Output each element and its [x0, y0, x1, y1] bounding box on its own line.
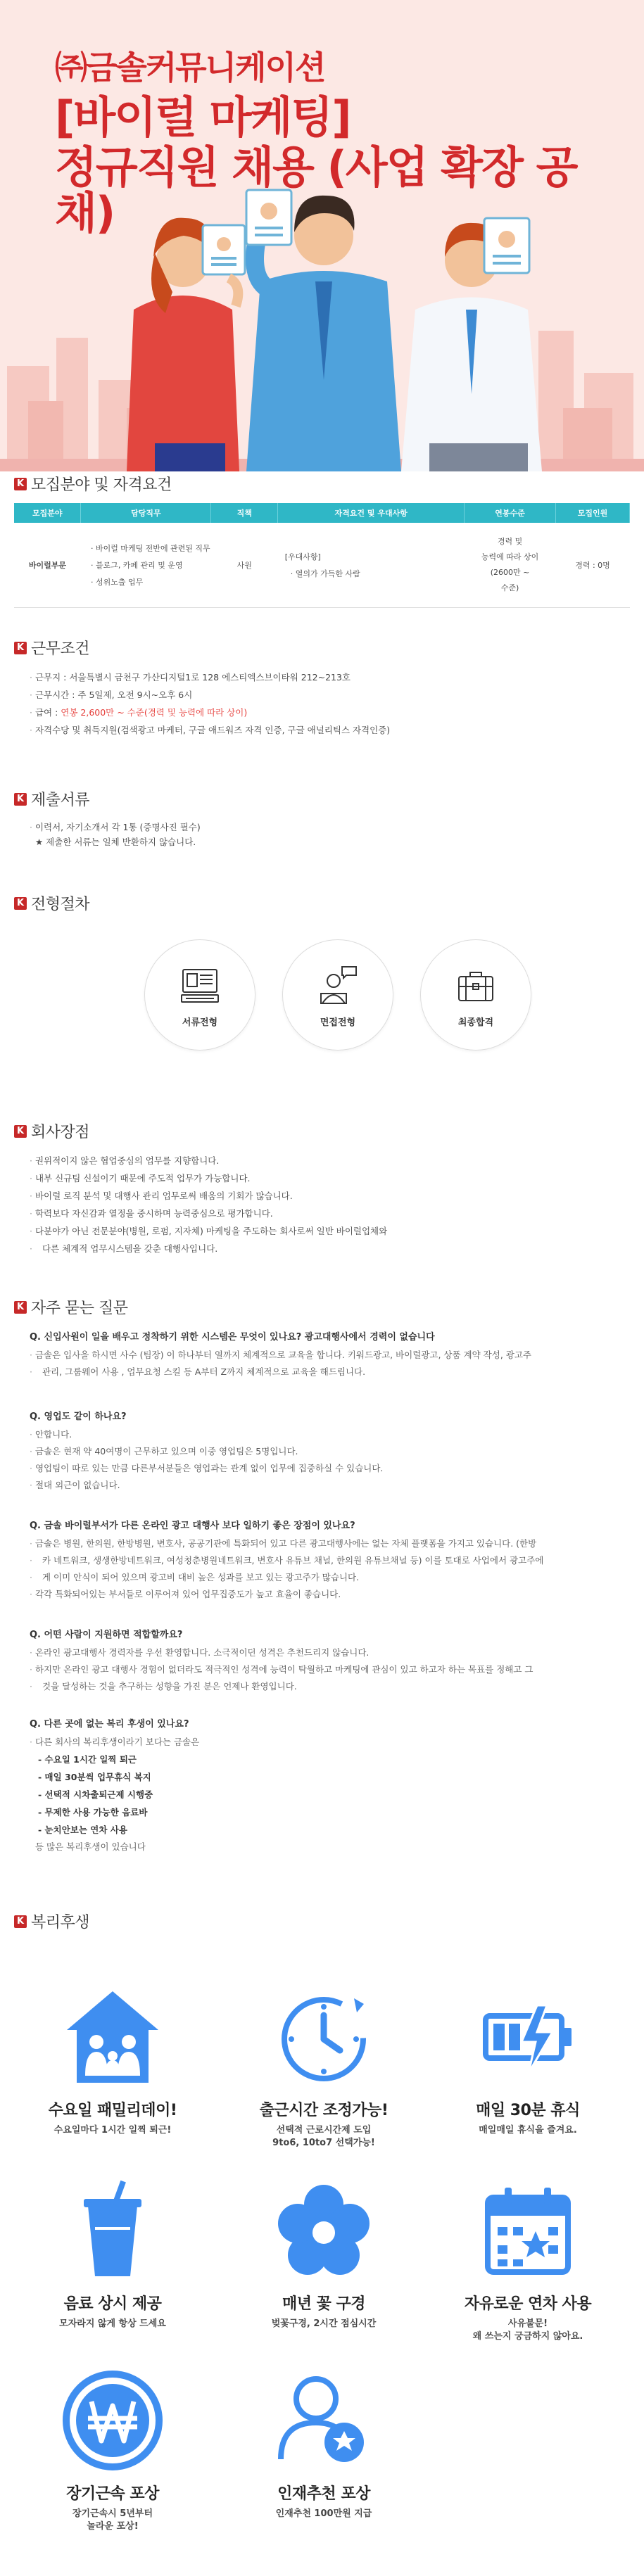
benefit-desc: 장기근속시 5년부터 놀라운 포상!	[72, 2508, 153, 2532]
list-item-continued	[30, 1240, 630, 1257]
section-header	[14, 1120, 630, 1142]
faq-question: Q. 영업도 같이 하나요?	[30, 1411, 127, 1422]
company-name: ㈜금솔커뮤니케이션	[55, 49, 325, 87]
benefit-line: - 무제한 사용 가능한 음료바	[38, 1803, 630, 1821]
calendar-icon	[475, 2178, 581, 2283]
docs-note: ★ 제출한 서류는 일체 반환하지 않습니다.	[35, 837, 196, 847]
answer-line: · 하지만 온라인 광고 대행사 경험이 없더라도 적극적인 성격에 능력이 탁월하고 마케팅에 관심이 있고 하고자 하는 목표를 정해고 그	[30, 1661, 630, 1678]
answer-line-text: 것을 달성하는 것을 추구하는 성향을 가진 분은 언제나 환영입니다.	[42, 1681, 297, 1692]
cell-salary	[465, 523, 556, 607]
benefit-card	[225, 1984, 422, 2150]
benefit-card	[14, 2368, 211, 2533]
drink-icon	[60, 2178, 165, 2283]
section-process	[14, 892, 630, 1051]
qual-item: · 열의가 가득한 사람	[290, 569, 360, 578]
recruit-table	[14, 503, 630, 608]
answer-line: 등 많은 복리후생이 있습니다	[35, 1841, 146, 1852]
k-logo-icon: K	[14, 1125, 27, 1138]
benefit-line: - 매일 30분씩 업무휴식 복지	[38, 1768, 630, 1786]
answer-line-continued	[30, 1678, 630, 1695]
list-item: · 바이럴 로직 분석 및 대행사 관리 업무로써 배움의 기회가 많습니다.	[30, 1187, 630, 1205]
step-interview	[282, 939, 393, 1051]
qual-heading: [우대사항]	[284, 552, 321, 561]
list-item	[30, 704, 630, 721]
answer-line-continued	[30, 1552, 630, 1569]
answer-line: · 다른 회사의 복리후생이라기 보다는 금솔은	[30, 1734, 630, 1751]
cell-duties	[81, 523, 211, 607]
salary-highlight: 연봉 2,600만 ~ 수준(경력 및 능력에 따라 상이)	[61, 707, 248, 718]
answer-line: · 안합니다.	[30, 1426, 630, 1443]
section-header	[14, 1296, 630, 1318]
benefit-desc: 수요일마다 1시간 일찍 퇴근!	[53, 2125, 172, 2136]
section-recruit	[14, 473, 630, 608]
list-item: · 자격수당 및 취득지원(검색광고 마케터, 구글 애드워즈 자격 인증, 구글 애널리틱스 자격인증)	[30, 721, 630, 739]
benefit-title: 매일 30분 휴식	[476, 2102, 580, 2119]
interview-person-icon	[315, 963, 360, 1008]
section-header	[14, 637, 630, 659]
referral-user-icon	[271, 2368, 377, 2473]
process-steps	[144, 939, 630, 1051]
step-final	[420, 939, 531, 1051]
section-title: 회사장점	[31, 1124, 90, 1141]
section-title: 제출서류	[31, 792, 90, 809]
benefit-title: 매년 꽃 구경	[282, 2295, 366, 2313]
benefit-title: 출근시간 조정가능!	[259, 2102, 389, 2119]
cell-headcount: 경력 : 0명	[556, 523, 630, 607]
faq-answer	[14, 1734, 630, 1751]
section-title: 복리후생	[31, 1914, 90, 1931]
list-item: · 권위적이지 않은 협업중심의 업무를 지향합니다.	[30, 1152, 630, 1169]
benefit-desc: 선택적 근로시간제 도입 9to6, 10to7 선택가능!	[272, 2125, 375, 2148]
benefit-desc: 벚꽃구경, 2시간 점심시간	[271, 2318, 377, 2329]
hiring-headline: 정규직원 채용 (사업 확장 공채)	[55, 141, 577, 239]
step-label: 면접전형	[320, 1017, 356, 1028]
col-position: 직책	[211, 503, 278, 523]
col-field: 모집분야	[14, 503, 81, 523]
faq-answer	[14, 1426, 630, 1494]
section-header	[14, 892, 630, 914]
duty-item: · 성위노출 업무	[91, 576, 211, 588]
salary-label: 급여 :	[34, 707, 61, 718]
benefit-card	[14, 1984, 211, 2137]
answer-line: · 영업팀이 따로 있는 만큼 다른부서분들은 영업과는 관계 없이 업무에 집중하실 수 있습니다.	[30, 1460, 630, 1477]
section-documents	[14, 788, 630, 848]
cell-position: 사원	[211, 523, 278, 607]
list-item: · 근무지 : 서울특별시 금천구 가산디지털1로 128 에스티엑스브이타워 212~213호	[30, 668, 630, 686]
answer-line-continued	[30, 1364, 630, 1381]
k-logo-icon: K	[14, 642, 27, 654]
list-item: · 내부 신규팀 신설이기 때문에 주도적 업무가 가능합니다.	[30, 1169, 630, 1187]
list-item-text: 다른 체계적 업무시스템을 갖춘 대행사입니다.	[42, 1243, 218, 1254]
col-salary: 연봉수준	[465, 503, 556, 523]
section-merits	[14, 1120, 630, 1257]
benefit-title: 수요일 패밀리데이!	[48, 2102, 177, 2119]
answer-line: · 절대 외근이 없습니다.	[30, 1477, 630, 1494]
answer-line: · 금솔은 병원, 한의원, 한방병원, 변호사, 공공기관에 특화되어 있고 다른 광고대행사에는 없는 자체 플랫폼을 가지고 있습니다. (한방	[30, 1535, 630, 1552]
benefit-line: - 수요일 1시간 일찍 퇴근	[38, 1751, 630, 1768]
list-item: · 근무시간 : 주 5일제, 오전 9시~오후 6시	[30, 686, 630, 704]
faq-benefit-list	[14, 1751, 630, 1839]
benefit-title: 음료 상시 제공	[63, 2295, 162, 2313]
benefit-card	[225, 2178, 422, 2330]
faq-question: Q. 금솔 바이럴부서가 다른 온라인 광고 대행사 보다 일하기 좋은 장점이 있나요?	[30, 1521, 355, 1531]
benefit-title: 장기근속 포상	[66, 2485, 159, 2503]
benefit-title: 자유로운 연차 사용	[464, 2295, 592, 2313]
hero-title	[55, 49, 590, 239]
faq-answer	[14, 1535, 630, 1603]
family-house-icon	[60, 1984, 165, 2090]
answer-line: · 금솔은 입사을 하시면 사수 (팀장) 이 하나부터 열까지 체계적으로 교육을 합니다. 키워드광고, 바이럴광고, 상품 계약 작성, 광고주	[30, 1347, 630, 1364]
section-title: 자주 묻는 질문	[31, 1300, 128, 1317]
clock-icon	[271, 1984, 377, 2090]
faq-answer	[14, 1644, 630, 1695]
step-label: 서류전형	[182, 1017, 218, 1028]
section-header	[14, 788, 630, 810]
answer-line-text: 관리, 그룹웨어 사용 , 업무요청 스킬 등 A부터 Z까지 체계적으로 교육을 해드립니다.	[42, 1366, 366, 1377]
faq-question: Q. 다른 곳에 없는 복리 후생이 있나요?	[30, 1719, 189, 1730]
benefit-desc: 인재추천 100만원 지급	[275, 2508, 372, 2519]
faq-question: Q. 어떤 사람이 지원하면 적합할까요?	[30, 1630, 183, 1640]
section-benefits	[14, 1910, 630, 1932]
answer-line-continued	[30, 1569, 630, 1586]
table-row	[14, 523, 630, 607]
benefit-desc: 매일매일 휴식을 즐겨요.	[479, 2125, 577, 2136]
faq-answer	[14, 1347, 630, 1381]
faq-question: Q. 신입사원이 일을 배우고 정착하기 위한 시스템은 무엇이 있나요? 광고대행사에서 경력이 없습니다	[30, 1332, 435, 1343]
computer-resume-icon	[177, 963, 222, 1008]
section-header	[14, 473, 630, 495]
won-coin-icon	[60, 2368, 165, 2473]
job-category: [바이럴 마케팅]	[55, 91, 351, 144]
salary-line: (2600만 ~	[490, 567, 530, 577]
list-item: · 이력서, 자기소개서 각 1통 (증명사진 필수)	[30, 820, 630, 835]
benefit-title: 인재추천 포상	[277, 2485, 370, 2503]
k-logo-icon: K	[14, 897, 27, 910]
benefit-line: - 선택적 시차출퇴근제 시행중	[38, 1786, 630, 1803]
cell-field: 바이럴부문	[14, 523, 81, 607]
step-label: 최종합격	[457, 1017, 494, 1028]
section-title: 모집분야 및 자격요건	[31, 476, 172, 494]
col-qualifications: 자격요건 및 우대사항	[278, 503, 465, 523]
flower-icon	[271, 2178, 377, 2283]
duty-item: · 블로그, 카페 관리 및 운영	[91, 559, 211, 571]
salary-line: 수준)	[500, 583, 519, 592]
answer-line: · 금솔은 현재 약 40여명이 근무하고 있으며 이중 영업팀은 5명입니다.	[30, 1443, 630, 1460]
answer-line-text: 게 이미 안식이 되어 있으며 광고비 대비 높은 성과를 보고 있는 광고주가 많습니다.	[42, 1572, 360, 1582]
benefit-line: - 눈치안보는 연차 사용	[38, 1821, 630, 1839]
col-headcount: 모집인원	[556, 503, 630, 523]
docs-list	[14, 820, 630, 835]
qual-text: 열의가 가득한 사람	[295, 569, 360, 578]
list-item: · 학력보다 자신감과 열정을 중시하며 능력중심으로 평가합니다.	[30, 1205, 630, 1222]
list-item: · 다분야가 아닌 전문분야(병원, 로펌, 지자체) 마케팅을 주도하는 회사로써 일반 바이럴업체와	[30, 1222, 630, 1240]
k-logo-icon: K	[14, 1915, 27, 1928]
answer-line: · 온라인 광고대행사 경력자를 우선 환영합니다. 소극적이던 성격은 추천드리지 않습니다.	[30, 1644, 630, 1661]
work-list	[14, 668, 630, 739]
duty-item: · 바이럴 마케팅 전반에 관련된 직무	[91, 543, 211, 554]
k-logo-icon: K	[14, 1301, 27, 1314]
section-faq	[14, 1296, 630, 1855]
benefit-desc: 모자라지 않게 항상 드세요	[59, 2318, 166, 2329]
section-title: 전형절차	[31, 896, 90, 913]
hero-banner	[0, 0, 644, 471]
briefcase-icon	[453, 963, 498, 1008]
benefit-card	[429, 2178, 626, 2343]
k-logo-icon: K	[14, 478, 27, 490]
table-header-row	[14, 503, 630, 523]
salary-line: 경력 및	[497, 536, 523, 546]
benefit-desc: 사유불문! 왜 쓰는지 궁금하지 않아요.	[472, 2318, 583, 2342]
benefit-card	[14, 2178, 211, 2330]
cell-qualifications	[278, 523, 465, 607]
section-header	[14, 1910, 630, 1932]
answer-line-text: 카 네트워크, 생생한방네트워크, 여성청춘병원네트워크, 변호사 유튜브 채널, 한의원 유튜브채널 등) 이를 토대로 사업에서 광고주에	[42, 1555, 544, 1566]
salary-line: 능력에 따라 상이	[481, 552, 539, 561]
section-title: 근무조건	[31, 640, 90, 658]
benefit-card	[225, 2368, 422, 2520]
battery-icon	[475, 1984, 581, 2090]
benefit-card	[429, 1984, 626, 2137]
section-work-conditions	[14, 637, 630, 739]
col-duties: 담당직무	[81, 503, 211, 523]
merits-list	[14, 1152, 630, 1257]
step-document-screening	[144, 939, 255, 1051]
k-logo-icon: K	[14, 793, 27, 806]
answer-line: · 각각 특화되어있는 부서들로 이루어져 있어 업무집중도가 높고 효율이 좋습니다.	[30, 1586, 630, 1603]
